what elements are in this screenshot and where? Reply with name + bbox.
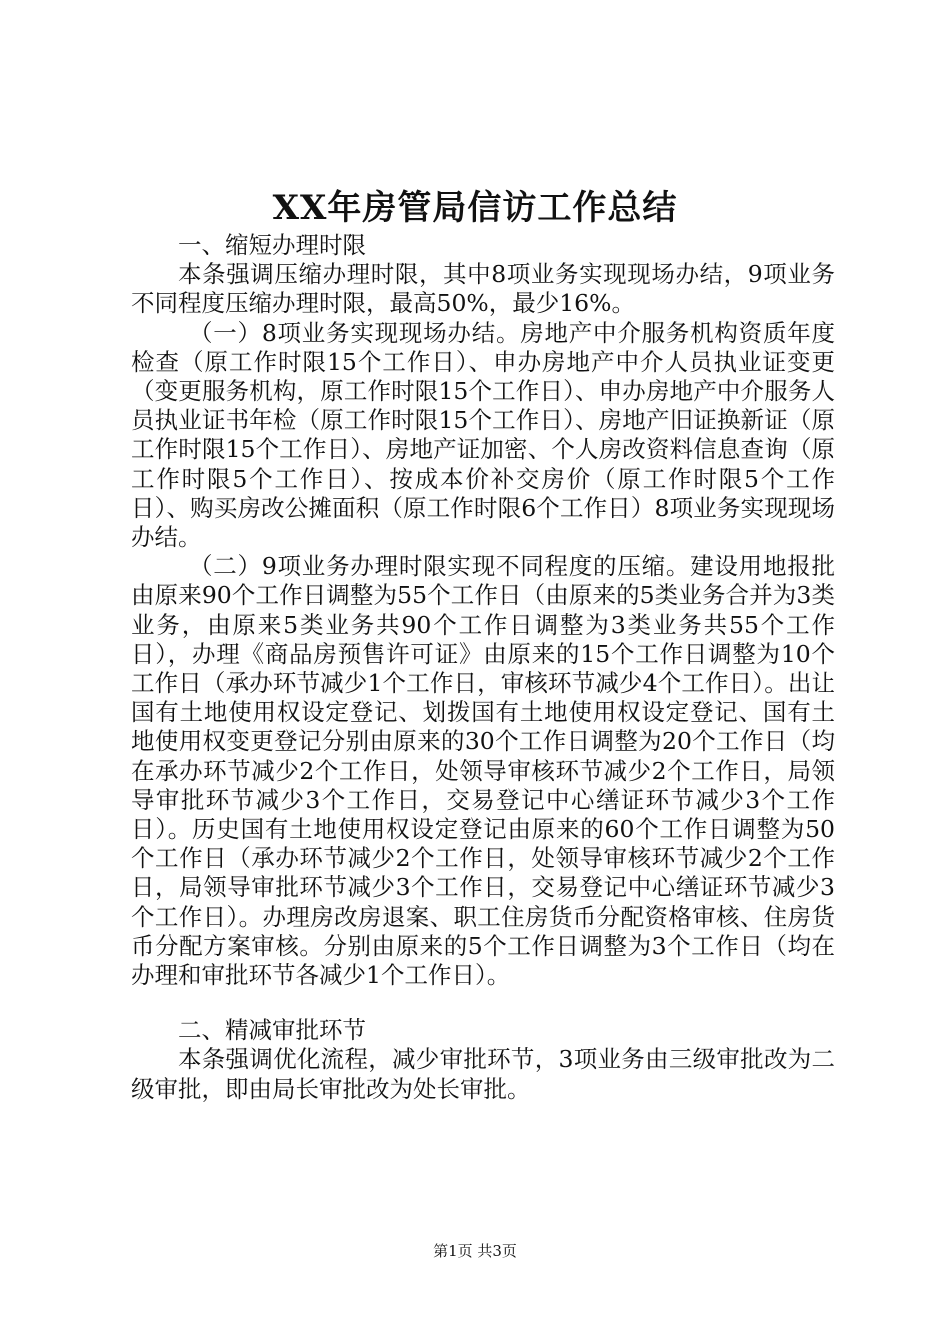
section-1-item-1-paragraph: （一）8项业务实现现场办结。房地产中介服务机构资质年度检查（原工作时限15个工作日）、申办房地产中介人员执业证变更（变更服务机构，原工作时限15个工作日）、申办房地产中介服务人员执业证书年检（原工作时限15个工作日）、房地产旧证换新证（原工作时限15个工作日）、房地产证加密、个人房改资料信息查询（原工作时限5个工作日）、按成本价补交房价（原工作时限5个工作日）、购买房改公摊面积（原工作时限6个工作日）8项业务实现现场办结。 bbox=[131, 318, 835, 552]
section-1-intro-paragraph: 本条强调压缩办理时限，其中8项业务实现现场办结，9项业务不同程度压缩办理时限，最高50%，最少16%。 bbox=[131, 260, 835, 318]
section-2-heading: 二、精减审批环节 bbox=[178, 1016, 366, 1045]
page-footer: 第1页 共3页 bbox=[433, 1242, 517, 1260]
section-2-intro-paragraph: 本条强调优化流程，减少审批环节，3项业务由三级审批改为二级审批，即由局长审批改为处长审批。 bbox=[131, 1045, 835, 1103]
section-1-heading: 一、缩短办理时限 bbox=[178, 231, 366, 259]
document-body bbox=[131, 231, 835, 1104]
document-title: XX年房管局信访工作总结 bbox=[272, 188, 678, 228]
section-1-item-2-paragraph: （二）9项业务办理时限实现不同程度的压缩。建设用地报批由原来90个工作日调整为55个工作日（由原来的5类业务合并为3类业务，由原来5类业务共90个工作日调整为3类业务共55个工作日），办理《商品房预售许可证》由原来的15个工作日调整为10个工作日（承办环节减少1个工作日，审核环节减少4个工作日）。出让国有土地使用权设定登记、划拨国有土地使用权设定登记、国有土地使用权变更登记分别由原来的30个工作日调整为20个工作日（均在承办环节减少2个工作日，处领导审核环节减少2个工作日，局领导审批环节减少3个工作日，交易登记中心缮证环节减少3个工作日）。历史国有土地使用权设定登记由原来的60个工作日调整为50个工作日（承办环节减少2个工作日，处领导审核环节减少2个工作日，局领导审批环节减少3个工作日，交易登记中心缮证环节减少3个工作日）。办理房改房退案、职工住房货币分配资格审核、住房货币分配方案审核。分别由原来的5个工作日调整为3个工作日（均在办理和审批环节各减少1个工作日）。 bbox=[131, 552, 835, 990]
